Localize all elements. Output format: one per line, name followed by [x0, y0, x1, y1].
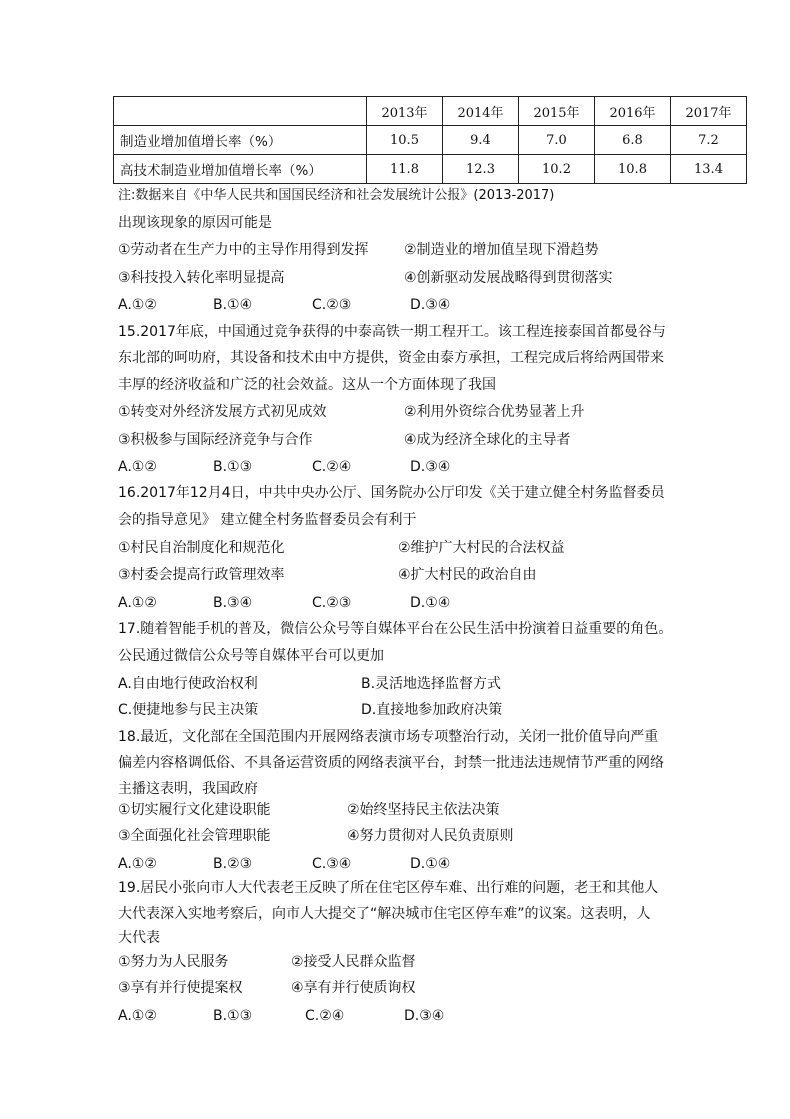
question-option: ②接受人民群众监督	[291, 954, 416, 970]
question-stem-line: 16.2017年12月4日，中共中央办公厅、国务院办公厅印发《关于建立健全村务监督委员	[118, 485, 665, 501]
question-option: ③享有并行使提案权	[118, 980, 243, 996]
answer-choice: C.②③	[312, 595, 352, 611]
table-cell: 7.2	[671, 126, 747, 155]
question-option: ②制造业的增加值呈现下滑趋势	[404, 242, 599, 258]
answer-choice: B.②③	[213, 856, 253, 872]
question-stem-line: 东北部的呵叻府，其设备和技术由中方提供，资金由泰方承担，工程完成后将给两国带来	[118, 350, 664, 366]
answer-choice: C.③④	[312, 856, 352, 872]
question-stem-line: 17.随着智能手机的普及，微信公众号等自媒体平台在公民生活中扮演着日益重要的角色。	[118, 621, 673, 637]
question-stem-line: 主播这表明，我国政府	[118, 781, 258, 797]
table-cell: 11.8	[367, 155, 443, 184]
question-option: ③村委会提高行政管理效率	[118, 567, 285, 583]
question-option: ②利用外资综合优势显著上升	[404, 404, 585, 420]
table-cell: 高技术制造业增加值增长率（%）	[114, 155, 367, 184]
table-header-cell: 2015年	[519, 97, 595, 126]
table-header-cell: 2013年	[367, 97, 443, 126]
table-row	[114, 126, 747, 155]
answer-choice: A.①②	[118, 459, 157, 475]
table-cell: 9.4	[443, 126, 519, 155]
answer-choice: A.①②	[118, 297, 157, 313]
table-note: 注:数据来自《中华人民共和国国民经济和社会发展统计公报》(2013-2017)	[118, 188, 555, 203]
answer-choice: C.②④	[305, 1008, 345, 1024]
question-option: ②维护广大村民的合法权益	[398, 540, 565, 556]
question-option: ③全面强化社会管理职能	[118, 828, 271, 844]
answer-choice: C.②③	[312, 297, 352, 313]
question-option: ④扩大村民的政治自由	[398, 567, 537, 583]
question-option: ①切实履行文化建设职能	[118, 802, 271, 818]
question-option: ④成为经济全球化的主导者	[404, 432, 571, 448]
table-header-cell	[114, 97, 367, 126]
question-option: ②始终坚持民主依法决策	[347, 802, 500, 818]
answer-choice: D.①④	[410, 595, 451, 611]
answer-choice: D.③④	[410, 459, 451, 475]
answer-choice: C.②④	[312, 459, 352, 475]
answer-choice: D.③④	[404, 1008, 445, 1024]
question-option: ①努力为人民服务	[118, 954, 229, 970]
table-cell: 6.8	[595, 126, 671, 155]
question-option: ①转变对外经济发展方式初见成效	[118, 404, 327, 420]
table-cell: 7.0	[519, 126, 595, 155]
table-header-cell: 2016年	[595, 97, 671, 126]
table-cell: 制造业增加值增长率（%）	[114, 126, 367, 155]
table-header-cell: 2017年	[671, 97, 747, 126]
question-stem-line: 丰厚的经济收益和广泛的社会效益。这从一个方面体现了我国	[118, 377, 496, 393]
question-stem-line: 大代表深入实地考察后，向市人大提交了“解决城市住宅区停车难”的议案。这表明，人	[118, 906, 651, 922]
answer-choice: B.③④	[213, 595, 253, 611]
question-stem-line: 15.2017年底，中国通过竞争获得的中泰高铁一期工程开工。该工程连接泰国首都曼谷与	[118, 324, 666, 340]
answer-choice: A.①②	[118, 1008, 157, 1024]
answer-choice: A.①②	[118, 856, 157, 872]
table-header-cell: 2014年	[443, 97, 519, 126]
question-stem-line: 偏差内容格调低俗、不具备运营资质的网络表演平台，封禁一批违法违规情节严重的网络	[118, 755, 664, 771]
table-cell: 10.2	[519, 155, 595, 184]
question-option: C.便捷地参与民主决策	[118, 702, 259, 718]
question-option: ①村民自治制度化和规范化	[118, 540, 285, 556]
question-option: ①劳动者在生产力中的主导作用得到发挥	[118, 242, 369, 258]
question-stem-line: 19.居民小张向市人大代表老王反映了所在住宅区停车难、出行难的问题，老王和其他人	[118, 880, 659, 896]
answer-choice: D.①④	[410, 856, 451, 872]
table-cell: 10.5	[367, 126, 443, 155]
question-stem-line: 会的指导意见》 建立健全村务监督委员会有利于	[118, 512, 417, 528]
question-option: ④创新驱动发展战略得到贯彻落实	[404, 270, 613, 286]
question-option: ④努力贯彻对人民负责原则	[347, 828, 514, 844]
table-cell: 10.8	[595, 155, 671, 184]
growth-rate-table	[113, 96, 747, 184]
question-stem-line: 18.最近，文化部在全国范围内开展网络表演市场专项整治行动，关闭一批价值导向严重	[118, 729, 659, 745]
question-option: B.灵活地选择监督方式	[361, 676, 502, 692]
question-stem-line: 出现该现象的原因可能是	[118, 215, 272, 231]
table-cell: 13.4	[671, 155, 747, 184]
table-row	[114, 155, 747, 184]
answer-choice: B.①④	[213, 297, 253, 313]
table-header-row	[114, 97, 747, 126]
question-stem-line: 大代表	[118, 930, 160, 946]
question-option: ③积极参与国际经济竞争与合作	[118, 432, 313, 448]
answer-choice: B.①③	[213, 1008, 253, 1024]
answer-choice: A.①②	[118, 595, 157, 611]
answer-choice: B.①③	[213, 459, 253, 475]
question-option: D.直接地参加政府决策	[361, 702, 503, 718]
question-option: A.自由地行使政治权利	[118, 676, 258, 692]
question-stem-line: 公民通过微信公众号等自媒体平台可以更加	[118, 648, 384, 664]
answer-choice: D.③④	[410, 297, 451, 313]
question-option: ③科技投入转化率明显提高	[118, 270, 285, 286]
question-option: ④享有并行使质询权	[291, 980, 416, 996]
table-cell: 12.3	[443, 155, 519, 184]
